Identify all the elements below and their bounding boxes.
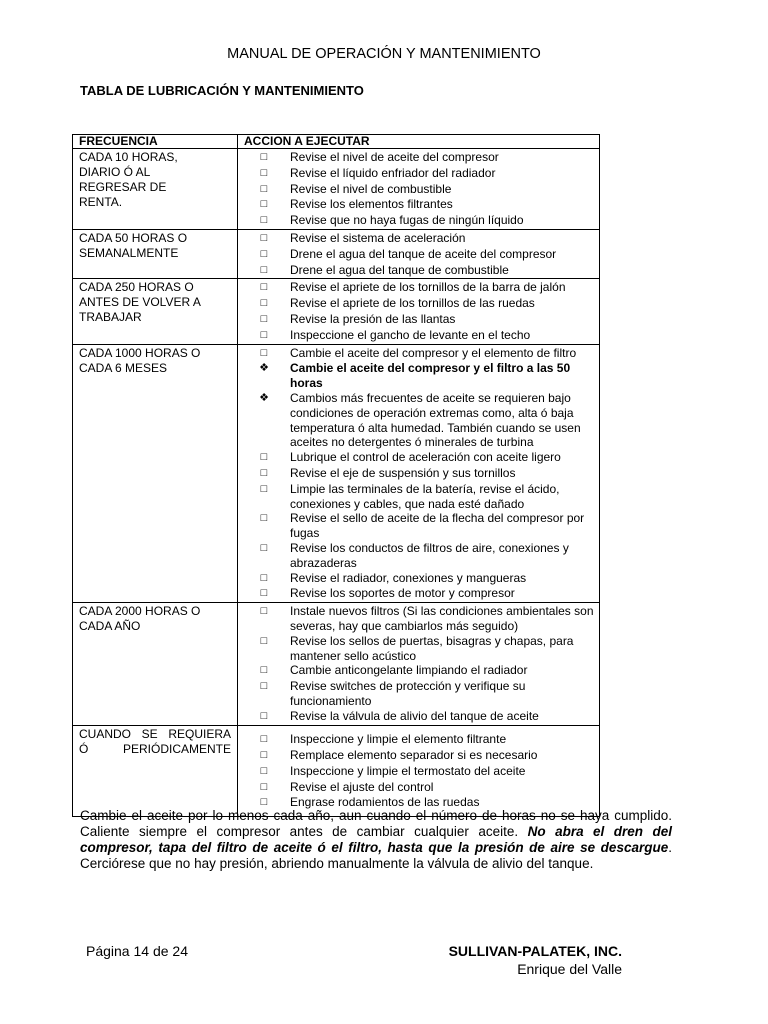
frequency-cell [73,344,238,603]
action-item [238,391,595,450]
action-item [238,748,595,764]
table-row [73,726,600,817]
checkbox-bullet-icon [238,541,290,571]
action-item [238,263,595,279]
action-item [238,150,595,166]
notes-text-1: Cambie el aceite por lo menos cada año, aun cuando el número de horas no se haya cumplido. Caliente siempre el compresor antes de cambiar cualquier aceite. [80,808,672,839]
checkbox-bullet-icon [238,780,290,796]
diamond-bullet-icon [238,361,290,391]
footer-page-number: Página 14 de 24 [86,943,188,959]
table-row [73,603,600,726]
action-item-text: Revise el líquido enfriador del radiador [290,165,496,180]
checkbox-bullet-icon [238,679,290,709]
action-item-text: Revise que no haya fugas de ningún líquido [290,213,524,228]
action-item-text: Revise el sello de aceite de la flecha del compresor por fugas [290,511,585,541]
action-list [238,732,595,811]
frequency-text: CADA 50 HORAS O SEMANALMENTE [79,230,188,260]
frequency-text: CADA 10 HORAS, DIARIO Ó AL REGRESAR DE RENTA. [79,150,178,209]
frequency-cell [73,149,238,230]
action-item [238,450,595,466]
action-item-text: Limpie las terminales de la batería, revise el ácido, conexiones y cables, que nada esté dañado [290,481,560,511]
action-item-text: Revise la válvula de alivio del tanque de aceite [290,708,539,723]
action-item [238,312,595,328]
checkbox-bullet-icon [238,182,290,198]
action-item [238,663,595,679]
action-item-text: Revise el radiador, conexiones y mangueras [290,570,527,585]
action-item [238,296,595,312]
table-row [73,149,600,230]
checkbox-bullet-icon [238,328,290,344]
action-item [238,709,595,725]
checkbox-bullet-icon [238,732,290,748]
table-row [73,279,600,344]
action-cell [238,229,600,278]
action-item-text: Revise el apriete de los tornillos de las ruedas [290,296,535,311]
column-header-frequency: FRECUENCIA [73,135,238,149]
action-list [238,231,595,278]
action-item [238,732,595,748]
action-item-text: Instale nuevos filtros (Si las condiciones ambientales son severas, hay que cambiarlos más seguido) [290,604,594,633]
checkbox-bullet-icon [238,213,290,229]
action-list [238,280,595,343]
frequency-text: CADA 250 HORAS O ANTES DE VOLVER A TRABAJAR [79,280,201,325]
table-row [73,229,600,278]
frequency-cell [73,726,238,817]
table-header-row [73,135,600,149]
action-item-text: Revise los soportes de motor y compresor [290,586,515,601]
action-item [238,604,595,634]
action-item-text: Revise switches de protección y verifique su funcionamiento [290,679,526,708]
checkbox-bullet-icon [238,247,290,263]
checkbox-bullet-icon [238,280,290,296]
action-item [238,586,595,602]
action-item [238,482,595,512]
action-item-text: Drene el agua del tanque de combustible [290,262,509,277]
action-item [238,361,595,391]
action-item-text: Revise el ajuste del control [290,779,434,794]
checkbox-bullet-icon [238,482,290,512]
action-item-text: Revise el eje de suspensión y sus tornillos [290,465,516,480]
action-item-text: Revise el apriete de los tornillos de la barra de jalón [290,280,566,295]
action-item [238,328,595,344]
action-item [238,679,595,709]
checkbox-bullet-icon [238,231,290,247]
action-item [238,571,595,587]
frequency-text: CADA 1000 HORAS O CADA 6 MESES [79,345,201,375]
action-item [238,541,595,571]
action-item-text: Revise los elementos filtrantes [290,197,453,212]
action-item [238,280,595,296]
action-item [238,197,595,213]
action-item-text: Revise los sellos de puertas, bisagras y chapas, para mantener sello acústico [290,633,574,663]
action-item-text: Cambie el aceite del compresor y el elemento de filtro [290,345,577,360]
action-list [238,150,595,229]
diamond-bullet-icon [238,391,290,450]
checkbox-bullet-icon [238,571,290,587]
table-body [73,149,600,817]
action-item-text: Cambios más frecuentes de aceite se requieren bajo condiciones de operación extremas como, alta ó baja temperatura ó alta humedad. También cuando se usen aceites no detergentes ó minerales de turbina [290,390,581,450]
action-item-text: Drene el agua del tanque de aceite del compresor [290,246,557,261]
action-item-text: Cambie el aceite del compresor y el filtro a las 50 horas [290,361,571,391]
action-item [238,511,595,541]
footer-company: SULLIVAN-PALATEK, INC. [448,943,622,959]
checkbox-bullet-icon [238,346,290,362]
footer-author: Enrique del Valle [517,961,622,977]
action-item-text: Inspeccione y limpie el elemento filtrante [290,732,507,747]
action-item-text: Revise la presión de las llantas [290,311,456,326]
frequency-cell [73,603,238,726]
table-row [73,344,600,603]
action-cell [238,149,600,230]
action-item [238,466,595,482]
action-item [238,764,595,780]
action-cell [238,344,600,603]
checkbox-bullet-icon [238,263,290,279]
notes-paragraph [80,808,672,872]
action-item-text: Cambie anticongelante limpiando el radiador [290,663,528,678]
checkbox-bullet-icon [238,709,290,725]
checkbox-bullet-icon [238,634,290,664]
checkbox-bullet-icon [238,663,290,679]
action-cell [238,726,600,817]
frequency-text: CUANDO SE REQUIERA Ó PERIÓDICAMENTE [79,727,231,757]
action-item [238,166,595,182]
action-item [238,182,595,198]
frequency-cell [73,229,238,278]
action-item-text: Remplace elemento separador si es necesario [290,747,538,762]
action-item [238,634,595,664]
checkbox-bullet-icon [238,764,290,780]
document-header-title: MANUAL DE OPERACIÓN Y MANTENIMIENTO [227,46,541,62]
action-item [238,346,595,362]
action-item-text: Inspeccione y limpie el termostato del aceite [290,763,526,778]
action-cell [238,603,600,726]
frequency-text: CADA 2000 HORAS O CADA AÑO [79,604,201,634]
checkbox-bullet-icon [238,197,290,213]
checkbox-bullet-icon [238,586,290,602]
action-item [238,780,595,796]
notes-text-3: . Cerciórese que no hay presión, abriendo manualmente la válvula de alivio del tanque. [80,840,672,871]
action-cell [238,279,600,344]
checkbox-bullet-icon [238,296,290,312]
action-list [238,346,595,603]
column-header-action: ACCION A EJECUTAR [238,135,600,149]
checkbox-bullet-icon [238,466,290,482]
action-item-text: Revise el nivel de combustible [290,181,452,196]
action-list [238,604,595,724]
action-item-text: Inspeccione el gancho de levante en el techo [290,327,531,342]
action-item-text: Revise los conductos de filtros de aire, conexiones y abrazaderas [290,540,569,570]
action-item-text: Lubrique el control de aceleración con aceite ligero [290,450,561,465]
lubrication-table [72,134,600,817]
checkbox-bullet-icon [238,748,290,764]
checkbox-bullet-icon [238,511,290,541]
action-item-text: Revise el nivel de aceite del compresor [290,150,499,164]
action-item-text: Engrase rodamientos de las ruedas [290,795,480,810]
notes-warning-text: No abra el dren del compresor, tapa del filtro de aceite ó el filtro, hasta que la presión de aire se descargue [80,824,672,855]
action-item-text: Revise el sistema de aceleración [290,230,466,245]
checkbox-bullet-icon [238,450,290,466]
checkbox-bullet-icon [238,604,290,634]
action-item [238,213,595,229]
section-title: TABLA DE LUBRICACIÓN Y MANTENIMIENTO [80,83,364,98]
action-item [238,247,595,263]
action-item [238,231,595,247]
checkbox-bullet-icon [238,166,290,182]
checkbox-bullet-icon [238,312,290,328]
frequency-cell [73,279,238,344]
checkbox-bullet-icon [238,150,290,166]
